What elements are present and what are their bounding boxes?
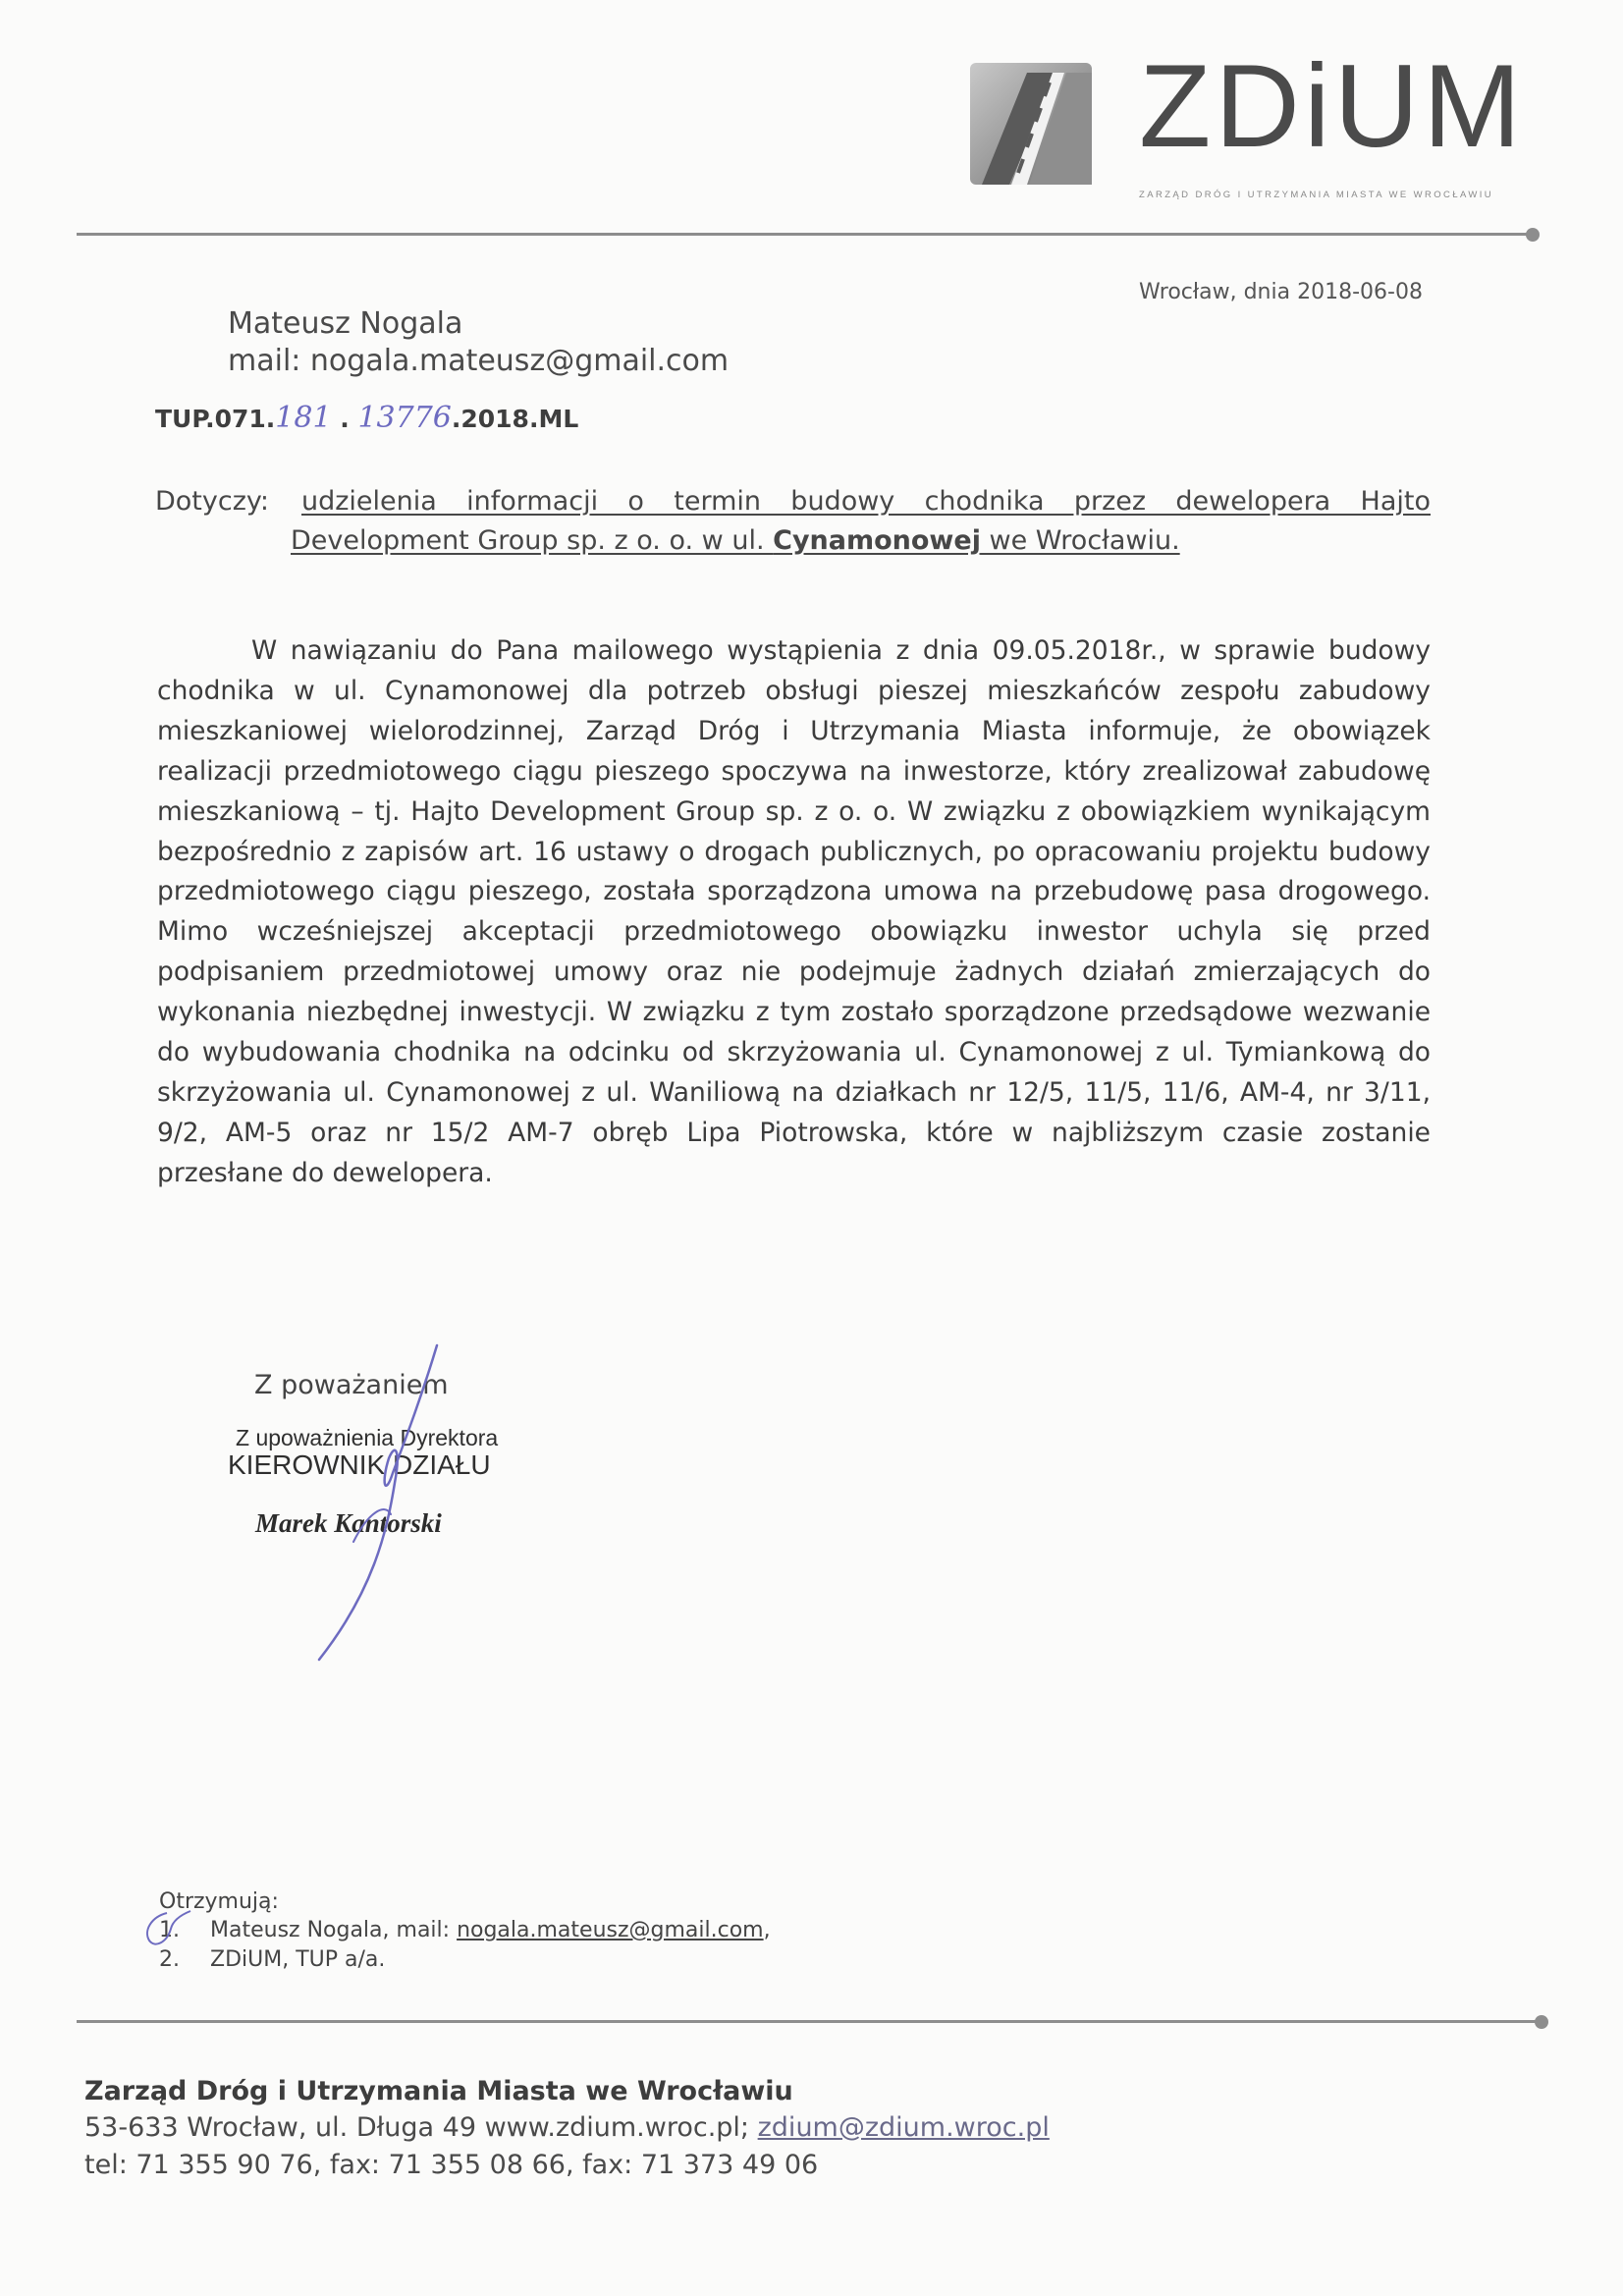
footer-rule-dot [1535,2015,1548,2029]
zdium-logo-icon [970,63,1092,185]
handwritten-number-1: 181 [275,401,332,435]
logo-subtitle: ZARZĄD DRÓG I UTRZYMANIA MIASTA WE WROCŁAWIU [1139,190,1494,200]
reference-number [155,401,578,435]
recipient-item-number: 2. [159,1947,180,1972]
subject-line-2-end: we Wrocławiu. [980,525,1180,556]
handwritten-check-icon [137,1907,196,1954]
recipient-name: Mateusz Nogala [228,306,463,341]
body-paragraph: W nawiązaniu do Pana mailowego wystąpienia z dnia 09.05.2018r., w sprawie budowy chodnika w ul. Cynamonowej dla potrzeb obsługi pieszej mieszkańców zespołu zabudowy mieszkaniowej wielorodzinnej, Zarząd Dróg i Utrzymania Miasta informuje, że obowiązek realizacji przedmiotowego ciągu pieszego spoczywa na inwestorze, który zrealizował zabudowę mieszkaniową – tj. Hajto Development Group sp. z o. o. W związku z obowiązkiem wynikającym bezpośrednio z zapisów art. 16 ustawy o drogach publicznych, po opracowaniu projektu budowy przedmiotowego ciągu pieszego, została sporządzona umowa na przebudowę pasa drogowego. Mimo wcześniejszej akceptacji przedmiotowego obowiązku inwestor uchyla się przed podpisaniem przedmiotowej umowy oraz nie podejmuje żadnych działań zmierzających do wykonania niezbędnej inwestycji. W związku z tym zostało sporządzone przedsądowe wezwanie do wybudowania chodnika na odcinku od skrzyżowania ul. Cynamonowej z ul. Tymiankową do skrzyżowania ul. Cynamonowej z ul. Waniliową na działkach nr 12/5, 11/5, 11/6, AM-4, nr 3/11, 9/2, AM-5 oraz nr 15/2 AM-7 obręb Lipa Piotrowska, które w najbliższym czasie zostanie przesłane do dewelopera. [157,635,1431,1188]
handwritten-number-2: 13776 [357,401,452,435]
stamp-name: Marek Kantorski [255,1508,442,1538]
footer-rule [77,2020,1536,2023]
subject-street: Cynamonowej [773,525,981,556]
subject-label: Dotyczy: [155,486,270,517]
subject-line-1: udzielenia informacji o termin budowy chodnika przez dewelopera Hajto [301,486,1431,517]
footer-address [84,2112,1050,2143]
logo-wordmark: ZDiUM [1139,40,1526,172]
closing-greeting: Z poważaniem [254,1370,449,1400]
recipient-item [159,1918,771,1942]
recipient-email-link[interactable]: nogala.mateusz@gmail.com [457,1918,764,1942]
recipient-item-after: , [763,1918,771,1942]
footer-phones: tel: 71 355 90 76, fax: 71 355 08 66, fax: 71 373 49 06 [84,2150,819,2180]
reference-dot: . [331,405,358,433]
letter-date: Wrocław, dnia 2018-06-08 [1139,280,1423,304]
footer-address-text: 53-633 Wrocław, ul. Długa 49 www.zdium.wroc.pl; [84,2112,758,2143]
recipient-mail: mail: nogala.mateusz@gmail.com [228,344,730,378]
letter-body [157,631,1431,1194]
header-rule-dot [1526,228,1540,242]
recipient-item-number: 1. [159,1918,180,1942]
signature-icon [295,1336,491,1669]
subject-line-2-start: Development Group sp. z o. o. w ul. [291,525,774,556]
recipient-item-text: ZDiUM, TUP a/a. [210,1947,386,1972]
header-rule [77,233,1536,236]
subject-line-2 [291,525,1180,556]
recipient-item-text: Mateusz Nogala, mail: [210,1918,458,1942]
reference-suffix: .2018.ML [451,405,579,433]
footer-email-link[interactable]: zdium@zdium.wroc.pl [757,2112,1050,2143]
reference-prefix: TUP.071. [155,405,276,433]
stamp-authorization: Z upoważnienia Dyrektora [236,1425,499,1450]
footer-org-name: Zarząd Dróg i Utrzymania Miasta we Wrocławiu [84,2076,793,2106]
recipients-label: Otrzymują: [159,1889,279,1914]
stamp-title: KIEROWNIK DZIAŁU [228,1449,491,1480]
